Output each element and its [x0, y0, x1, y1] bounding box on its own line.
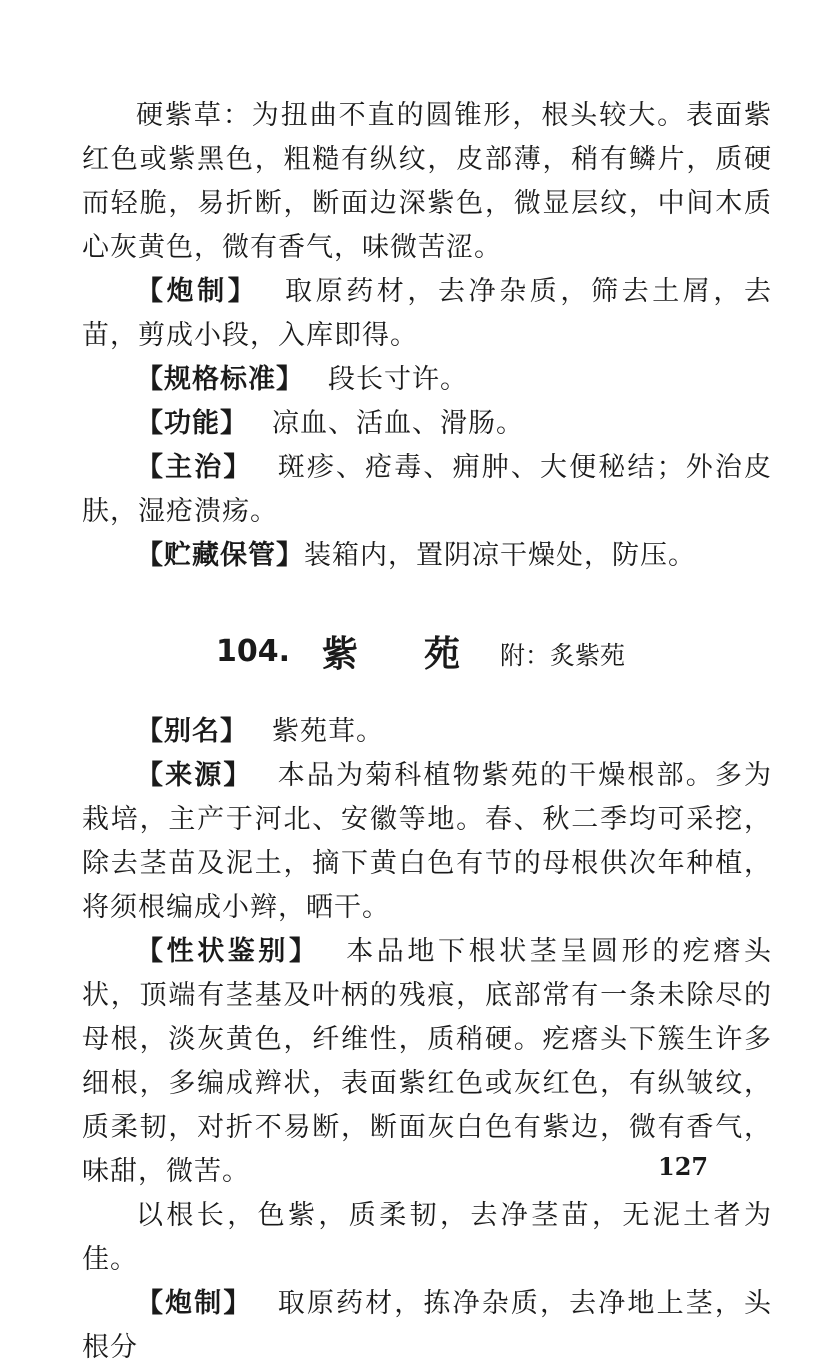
- section-function: [82, 402, 772, 446]
- entry-number: 104.: [216, 634, 291, 669]
- section-label: 【规格标准】: [136, 364, 304, 395]
- section-label: 【贮藏保管】: [136, 540, 304, 571]
- section-alias: [82, 710, 772, 754]
- hard-zicao-description: 硬紫草：为扭曲不直的圆锥形，根头较大。表面紫红色或紫黑色，粗糙有纵纹，皮部薄，稍有鳞片，质硬而轻脆，易折断，断面边深紫色，微显层纹，中间木质心灰黄色，微有香气，味微苦涩。: [82, 100, 772, 263]
- entry-title-char-2: 苑: [424, 634, 461, 675]
- section-text: 装箱内，置阴凉干燥处，防压。: [304, 540, 696, 571]
- entry-appendix: 附：炙紫苑: [500, 641, 626, 670]
- section-processing-new: [82, 1282, 772, 1370]
- section-text: 取原药材，拣净杂质，去净地上茎，头根分: [82, 1288, 773, 1363]
- section-label: 【炮制】: [136, 276, 259, 307]
- section-storage: [82, 534, 772, 578]
- section-processing-prev: [82, 270, 772, 358]
- section-indications: [82, 446, 772, 534]
- section-text: 本品为菊科植物紫苑的干燥根部。多为栽培，主产于河北、安徽等地。春、秋二季均可采挖，除去茎苗及泥土，摘下黄白色有节的母根供次年种植，将须根编成小辫，晒干。: [82, 760, 773, 923]
- entry-heading: [82, 626, 772, 686]
- section-label: 【主治】: [136, 452, 253, 483]
- section-label: 【来源】: [136, 760, 253, 791]
- section-label: 【性状鉴别】: [136, 936, 320, 967]
- section-label: 【功能】: [136, 408, 248, 439]
- section-text: 斑疹、疮毒、痈肿、大便秘结；外治皮肤，湿疮溃疡。: [82, 452, 773, 527]
- quality-note: 以根长，色紫，质柔韧，去净茎苗，无泥土者为佳。: [82, 1200, 772, 1275]
- section-text: 紫苑茸。: [272, 716, 384, 747]
- entry-title-char-1: 紫: [322, 634, 359, 675]
- section-text: 本品地下根状茎呈圆形的疙瘩头状，顶端有茎基及叶柄的残痕，底部常有一条未除尽的母根，淡灰黄色，纤维性，质稍硬。疙瘩头下簇生许多细根，多编成辫状，表面紫红色或灰红色，有纵皱纹，质柔韧，对折不易断，断面灰白色有紫边，微有香气，味甜，微苦。: [82, 936, 773, 1187]
- section-text: 段长寸许。: [328, 364, 468, 395]
- section-text: 凉血、活血、滑肠。: [272, 408, 524, 439]
- section-spec-standard: [82, 358, 772, 402]
- section-label: 【炮制】: [136, 1288, 253, 1319]
- section-source: [82, 754, 772, 930]
- page-number: 127: [658, 1152, 709, 1181]
- section-text: 取原药材，去净杂质，筛去土屑，去苗，剪成小段，入库即得。: [82, 276, 773, 351]
- section-label: 【别名】: [136, 716, 248, 747]
